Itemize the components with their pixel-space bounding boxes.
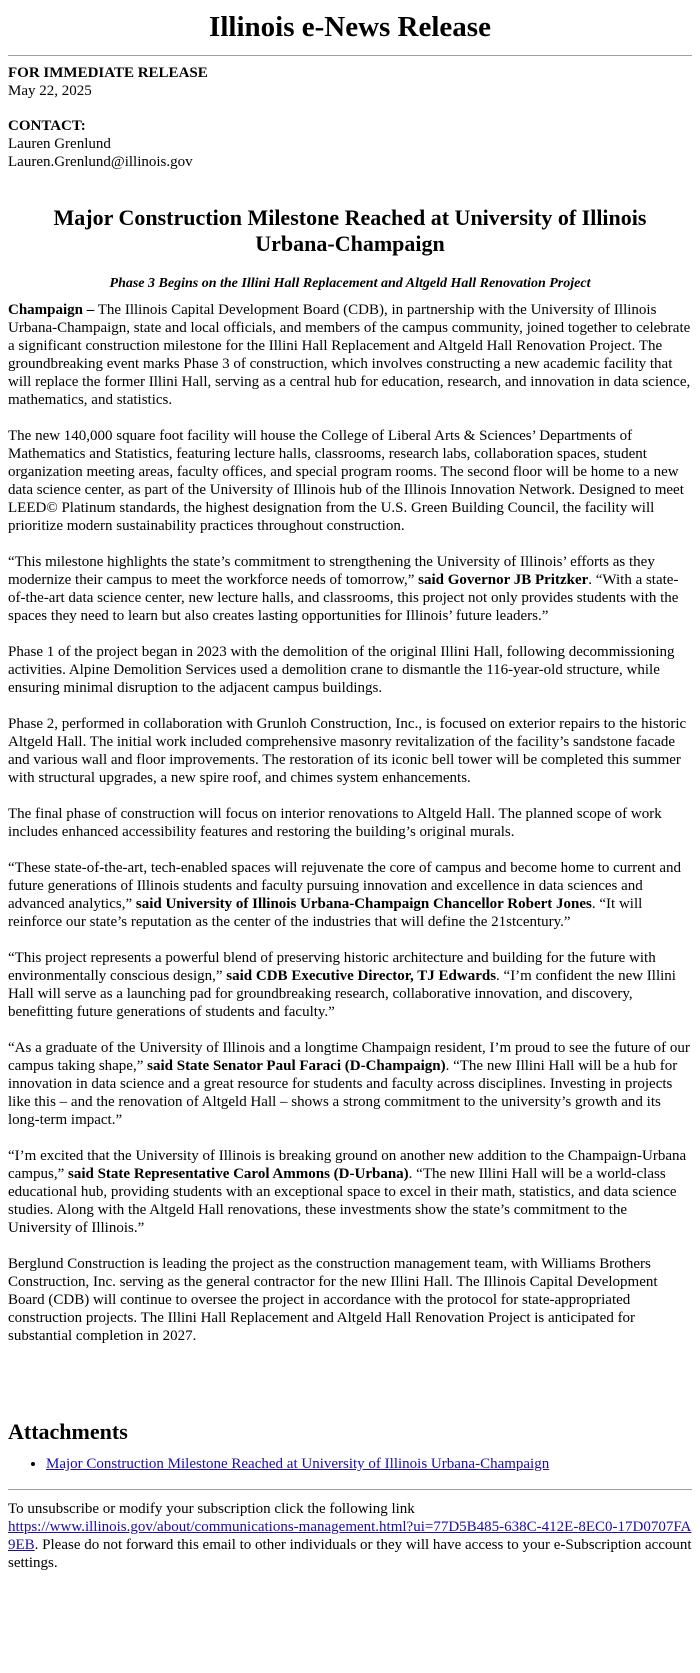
attachment-item: [46, 1455, 692, 1473]
article-paragraph-phase1: Phase 1 of the project began in 2023 with the demolition of the original Illini Hall, following decommissioning activities. Alpine Demolition Services used a demolition crane to dismantle the 116-year-old structure, while ensuring minimal disruption to the adjacent campus buildings.: [8, 644, 675, 696]
quote-pritzker: “This milestone highlights the state’s commitment to strengthening the University of Illinois’ efforts as they modernize their campus to meet the workforce needs of tomorrow,” said Governor JB Pritzker. “With a state-of-the-art data science center, new lecture halls, and classrooms, this project not only provides students with the spaces they need to learn but also creates lasting opportunities for Illinois’ future leaders.”: [8, 554, 679, 624]
quote-jones: “These state-of-the-art, tech-enabled spaces will rejuvenate the core of campus and become home to current and future generations of Illinois students and faculty pursuing innovation and excellence in data sciences and advanced analytics,” said University of Illinois Urbana-Champaign Chancellor Robert Jones. “It will reinforce our state’s reputation as the center of the industries that will define the 21stcentury.”: [8, 860, 682, 930]
article-paragraph-2: The new 140,000 square foot facility will house the College of Liberal Arts & Sciences’ Departments of Mathematics and Statistics, featuring lecture halls, classrooms, research labs, collaboration spaces, student organization meeting areas, faculty offices, and special program rooms. The second floor will be home to a new data science center, as part of the University of Illinois hub of the Illinois Innovation Network. Designed to meet LEED© Platinum standards, the highest designation from the U.S. Green Building Council, the facility will prioritize modern sustainability practices throughout construction.: [8, 428, 684, 534]
quote-attribution: said Governor JB Pritzker: [414, 572, 589, 588]
attachment-link[interactable]: Major Construction Milestone Reached at University of Illinois Urbana-Champaign: [46, 1456, 550, 1472]
quote-ammons: “I’m excited that the University of Illinois is breaking ground on another new addition to the Champaign-Urbana campus,” said State Representative Carol Ammons (D-Urbana). “The new Illini Hall will be a world-class educational hub, providing students with an exceptional space to excel in their math, statistics, and data science studies. Along with the Altgeld Hall renovations, these investments show the state’s commitment to the University of Illinois.”: [8, 1148, 687, 1236]
release-label: FOR IMMEDIATE RELEASE: [8, 65, 208, 81]
footer-divider: [8, 1489, 692, 1490]
quote-attribution: said University of Illinois Urbana-Champaign Chancellor Robert Jones: [132, 896, 592, 912]
release-date: May 22, 2025: [8, 83, 92, 99]
article-paragraph-closing: Berglund Construction is leading the project as the construction management team, with Williams Brothers Construction, Inc. serving as the general contractor for the new Illini Hall. The Illinois Capital Development Board (CDB) will continue to oversee the project in accordance with the protocol for state-appropriated construction projects. The Illini Hall Replacement and Altgeld Hall Renovation Project is anticipated for substantial completion in 2027.: [8, 1256, 658, 1344]
unsubscribe-link[interactable]: https://www.illinois.gov/about/communications-management.html?ui=77D5B485-638C-412E-8EC0-17D0707FA9EB: [8, 1519, 692, 1553]
contact-email: Lauren.Grenlund@illinois.gov: [8, 154, 193, 170]
article-subhead: Phase 3 Begins on the Illini Hall Replacement and Altgeld Hall Renovation Project: [109, 276, 591, 291]
quote-attribution: said State Representative Carol Ammons (D-Urbana): [64, 1166, 409, 1182]
dateline: Champaign –: [8, 302, 95, 318]
top-divider: [8, 55, 692, 56]
quote-faraci: “As a graduate of the University of Illinois and a longtime Champaign resident, I’m proud to see the future of our campus taking shape,” said State Senator Paul Faraci (D-Champaign). “The new Illini Hall will be a hub for innovation in data science and a great resource for students and faculty across disciplines. Investing in projects like this – and the renovation of Altgeld Hall – shows a strong commitment to the university’s growth and its long-term impact.”: [8, 1040, 690, 1128]
attachments-list: [8, 1455, 692, 1473]
quote-attribution: said CDB Executive Director, TJ Edwards: [222, 968, 497, 984]
contact-label: CONTACT:: [8, 118, 86, 134]
quote-edwards: “This project represents a powerful blend of preserving historic architecture and building for the future with environmentally conscious design,” said CDB Executive Director, TJ Edwards. “I’m confident the new Illini Hall will serve as a launching pad for groundbreaking research, collaborative innovation, and discovery, benefitting future generations of students and faculty.”: [8, 950, 676, 1020]
article-headline: Major Construction Milestone Reached at University of Illinois Urbana-Champaign: [53, 205, 647, 256]
quote-attribution: said State Senator Paul Faraci (D-Champaign): [143, 1058, 446, 1074]
banner-title: Illinois e-News Release: [209, 11, 491, 43]
contact-name: Lauren Grenlund: [8, 136, 111, 152]
article-paragraph-phase3: The final phase of construction will focus on interior renovations to Altgeld Hall. The planned scope of work includes enhanced accessibility features and restoring the building’s original murals.: [8, 806, 662, 840]
article-paragraph-phase2: Phase 2, performed in collaboration with Grunloh Construction, Inc., is focused on exterior repairs to the historic Altgeld Hall. The initial work included comprehensive masonry revitalization of the facility’s sandstone facade and various wall and floor improvements. The restoration of its iconic bell tower will be completed this summer with structural upgrades, a new spire roof, and chimes system enhancements.: [8, 716, 687, 786]
release-meta: [8, 64, 692, 171]
article-paragraph-1: Champaign – The Illinois Capital Development Board (CDB), in partnership with the University of Illinois Urbana-Champaign, state and local officials, and members of the campus community, joined together to celebrate a significant construction milestone for the Illini Hall Replacement and Altgeld Hall Renovation Project. The groundbreaking event marks Phase 3 of construction, which involves constructing a new academic facility that will replace the former Illini Hall, serving as a central hub for education, research, and innovation in data science, mathematics, and statistics.: [8, 302, 691, 408]
attachments-title: Attachments: [8, 1419, 128, 1444]
unsubscribe-notice: To unsubscribe or modify your subscription click the following link https://www.illinois.gov/about/communications-management.html?ui=77D5B485-638C-412E-8EC0-17D0707FA9EB. Please do not forward this email to other individuals or they will have access to your e-Subscription account settings.: [8, 1501, 692, 1571]
